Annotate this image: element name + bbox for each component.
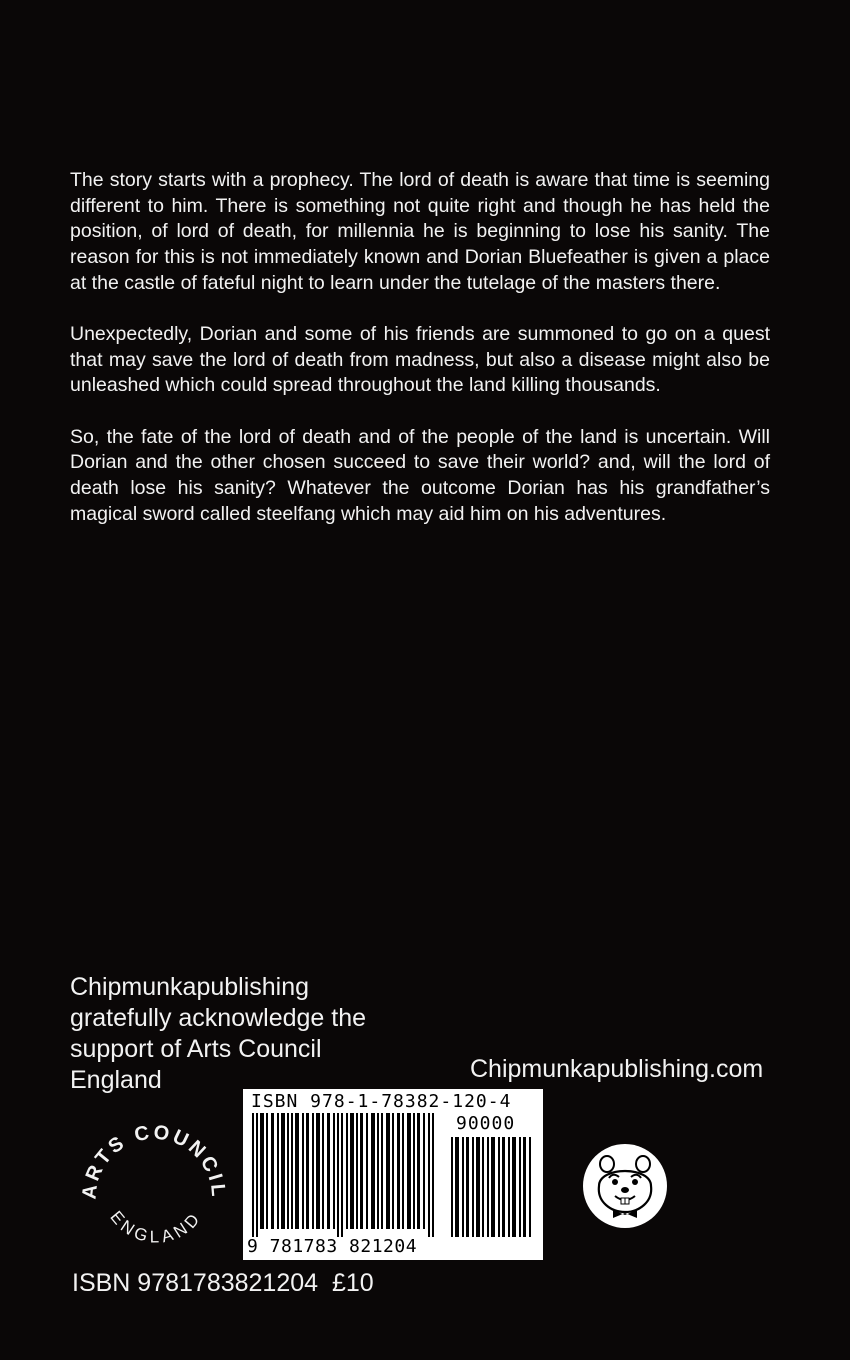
back-cover-blurb <box>70 168 770 553</box>
publisher-acknowledgement: Chipmunkapublishing gratefully acknowledge the support of Arts Council England <box>70 973 367 1094</box>
arts-council-logo-text: ARTS COUNCIL <box>78 1121 230 1201</box>
svg-text:ENGLAND <box>106 1207 205 1246</box>
barcode-addon-digits: 90000 <box>456 1113 516 1134</box>
svg-text:ARTS COUNCIL <box>78 1121 229 1200</box>
blurb-paragraph: The story starts with a prophecy. The lord of death is aware that time is seeming different to him. There is something not quite right and though he has held the position, of lord of death, for millennia he is beginning to lose his sanity. The reason for this is not immediately known and Dorian Bluefeather is given a place at the castle of fateful night to learn under the tutelage of the masters there. <box>70 169 770 294</box>
arts-council-logo-subtext: ENGLAND <box>106 1207 206 1247</box>
blurb-paragraph: So, the fate of the lord of death and of the people of the land is uncertain. Will Dorian and the other chosen succeed to save their world? and, will the lord of death lose his sanity? Whatever the outcome Dorian has his grandfather’s magical sword called steelfang which may aid him on his adventures. <box>70 425 770 525</box>
arts-council-logo <box>74 1105 234 1265</box>
blurb-paragraph: Unexpectedly, Dorian and some of his friends are summoned to go on a quest that may save the lord of death from madness, but also a disease might also be unleashed which could spread throughout the land killing thousands. <box>70 323 770 397</box>
ean-bars <box>252 1113 442 1237</box>
isbn-barcode <box>243 1089 543 1260</box>
chipmunk-mascot-icon <box>581 1142 669 1230</box>
addon-bars <box>451 1137 535 1237</box>
footer-price: £10 <box>331 1269 374 1297</box>
barcode-isbn-label: ISBN 978-1-78382-120-4 <box>251 1091 512 1112</box>
footer-isbn: ISBN 9781783821204 <box>72 1269 319 1297</box>
publisher-website: Chipmunkapublishing.com <box>470 1055 764 1083</box>
isbn-price-line <box>72 1268 374 1298</box>
barcode-ean-digits: 9 781783 821204 <box>247 1236 418 1257</box>
